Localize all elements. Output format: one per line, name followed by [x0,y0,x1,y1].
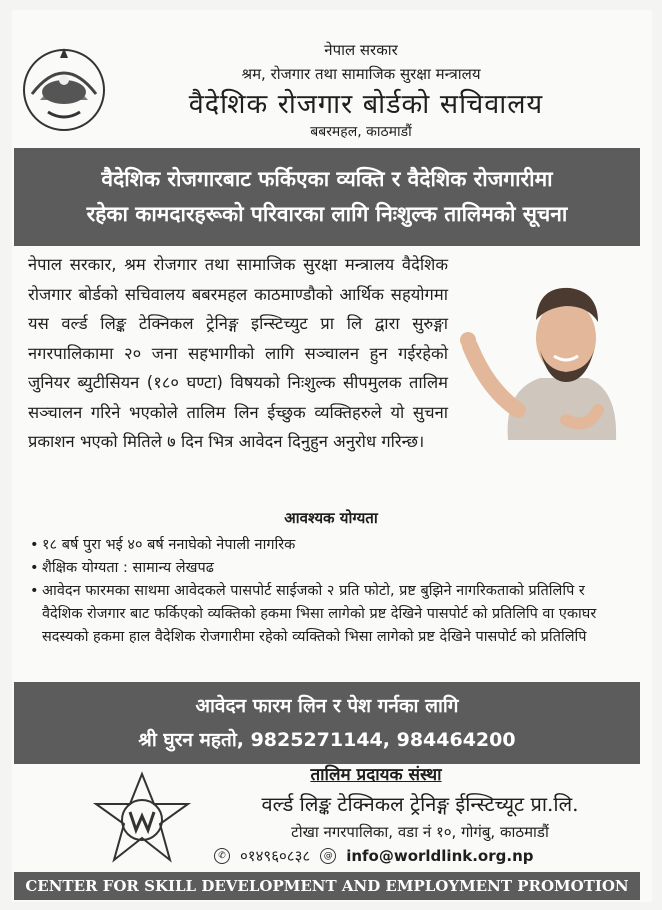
requirement-item: • आवेदन फारमका साथमा आवेदकले पासपोर्ट साईजको २ प्रति फोटो, प्रष्ट बुझिने नागरिकताको प्रतिलिपि र वैदेशिक रोजगार बाट फर्किएको व्यक्तिको हकमा भिसा लागेको प्रष्ट देखिने पासपोर्ट को प्रतिलिपि वा एकाघर सदस्यको हकमा हाल वैदेशिक रोजगारीमा रहेको व्यक्तिको भिसा लागेको प्रष्ट देखिने पासपोर्ट को प्रतिलिपि [30,580,620,649]
center-banner: CENTER FOR SKILL DEVELOPMENT AND EMPLOYMENT PROMOTION [14,872,640,900]
office-location: बबरमहल, काठमाडौं [310,124,412,140]
institute-contact-row [214,846,634,866]
trainer-label: तालिम प्रदायक संस्था [310,765,442,785]
notice-title-banner [14,148,640,246]
requirements-heading: आवश्यक योग्यता [284,509,378,527]
institute-name: वर्ल्ड लिङ्क टेक्निकल ट्रेनिङ्ग ईन्स्टिच्यूट प्रा.लि. [261,792,579,816]
notice-body-paragraph: नेपाल सरकार, श्रम रोजगार तथा सामाजिक सुरक्षा मन्त्रालय वैदेशिक रोजगार बोर्डको सचिवालय बबरमहल काठमाण्डौको आर्थिक सहयोगमा यस वर्ल्ड लिङ्क टेक्निकल ट्रेनिङ्ग इन्स्टिच्युट प्रा लि द्वारा सुरुङ्गा नगरपालिकामा २० जना सहभागीको लागि सञ्चालन हुन गईरहेको जुनियर ब्युटीसियन (१८० घण्टा) विषयको निःशुल्क सीपमुलक तालिम सञ्चालन गरिने भएकोले तालिम लिन ईच्छुक व्यक्तिहरुले यो सुचना प्रकाशन भएको मितिले ७ दिन भित्र आवेदन दिनुहुन अनुरोध गरिन्छ। [28,255,448,451]
email-icon: @ [320,848,336,864]
phone-icon: ✆ [214,848,230,864]
application-contact-banner [14,682,640,764]
application-contact-heading: आवेदन फारम लिन र पेश गर्नका लागि [195,695,459,717]
requirement-item: • शैक्षिक योग्यता : सामान्य लेखपढ [30,557,620,580]
requirements-list [30,534,620,649]
notice-title-line-2: रहेका कामदारहरूको परिवारका लागि निःशुल्क तालिमको सूचना [86,202,568,226]
ministry-name: श्रम, रोजगार तथा सामाजिक सुरक्षा मन्त्रालय [241,65,481,83]
government-name: नेपाल सरकार [324,41,398,59]
application-contact-person: श्री घुरन महतो, 9825271144, 984464200 [138,729,516,751]
institute-address: टोखा नगरपालिका, वडा नं १०, गोगंबु, काठमाडौं [291,823,549,841]
institute-star-logo-icon [92,770,192,866]
board-secretariat-name: वैदेशिक रोजगार बोर्डको सचिवालय [188,89,544,120]
institute-email[interactable]: info@worldlink.org.np [346,847,534,865]
notice-title-line-1: वैदेशिक रोजगारबाट फर्किएका व्यक्ति र वैदेशिक रोजगारीमा [101,167,553,191]
pointing-man-icon [448,270,644,440]
institute-phone: ०१४९६०८३८ [240,847,311,865]
requirement-item: • १८ बर्ष पुरा भई ४० बर्ष ननाघेको नेपाली नागरिक [30,534,620,557]
